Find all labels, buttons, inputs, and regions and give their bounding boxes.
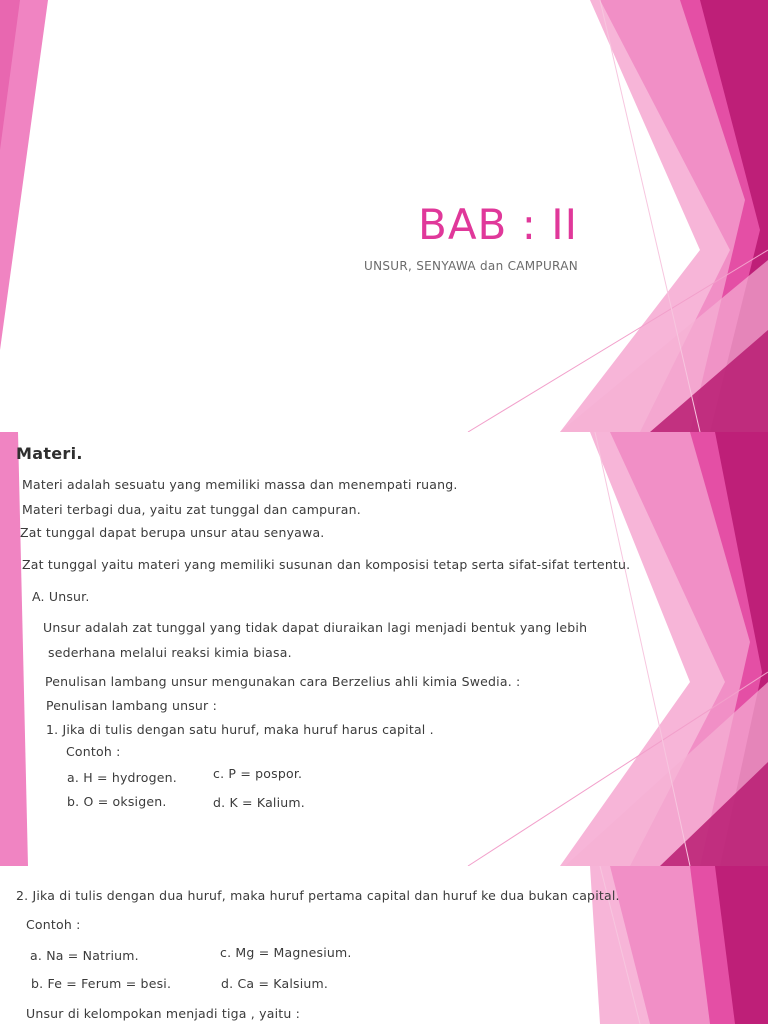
slide-subtitle: UNSUR, SENYAWA dan CAMPURAN [364,259,578,273]
text-line: Penulisan lambang unsur mengunakan cara Berzelius ahli kimia Swedia. : [45,674,521,689]
text-line: A. Unsur. [32,589,90,604]
slide-materi [0,432,768,866]
text-line: a. H = hydrogen. [67,770,177,785]
text-line: Zat tunggal dapat berupa unsur atau senyawa. [20,525,325,540]
slide-title [0,0,768,432]
text-line: Contoh : [26,917,81,932]
text-line: Unsur adalah zat tunggal yang tidak dapat diuraikan lagi menjadi bentuk yang lebih [43,620,588,635]
text-line: c. Mg = Magnesium. [220,945,352,960]
slide1-decoration [0,0,768,432]
text-line: b. Fe = Ferum = besi. [31,976,172,991]
text-line: 2. Jika di tulis dengan dua huruf, maka huruf pertama capital dan huruf ke dua bukan capital. [16,888,620,903]
text-line: Zat tunggal yaitu materi yang memiliki susunan dan komposisi tetap serta sifat-sifat tertentu. [22,557,631,572]
text-line: Contoh : [66,744,121,759]
text-line: 1. Jika di tulis dengan satu huruf, maka huruf harus capital . [46,722,434,737]
text-line: b. O = oksigen. [67,794,167,809]
text-line: a. Na = Natrium. [30,948,139,963]
text-line: d. Ca = Kalsium. [221,976,329,991]
text-line: c. P = pospor. [213,766,303,781]
text-line: Materi terbagi dua, yaitu zat tunggal dan campuran. [22,502,361,517]
text-line: d. K = Kalium. [213,795,305,810]
text-line: sederhana melalui reaksi kimia biasa. [48,645,292,660]
text-line: Unsur di kelompokan menjadi tiga , yaitu : [26,1006,301,1021]
text-line: Penulisan lambang unsur : [46,698,217,713]
slide-title-text: BAB : II [418,200,578,249]
text-line: Materi adalah sesuatu yang memiliki massa dan menempati ruang. [22,477,458,492]
slide-unsur-lanjutan [0,866,768,1024]
section-heading: Materi. [16,444,83,463]
